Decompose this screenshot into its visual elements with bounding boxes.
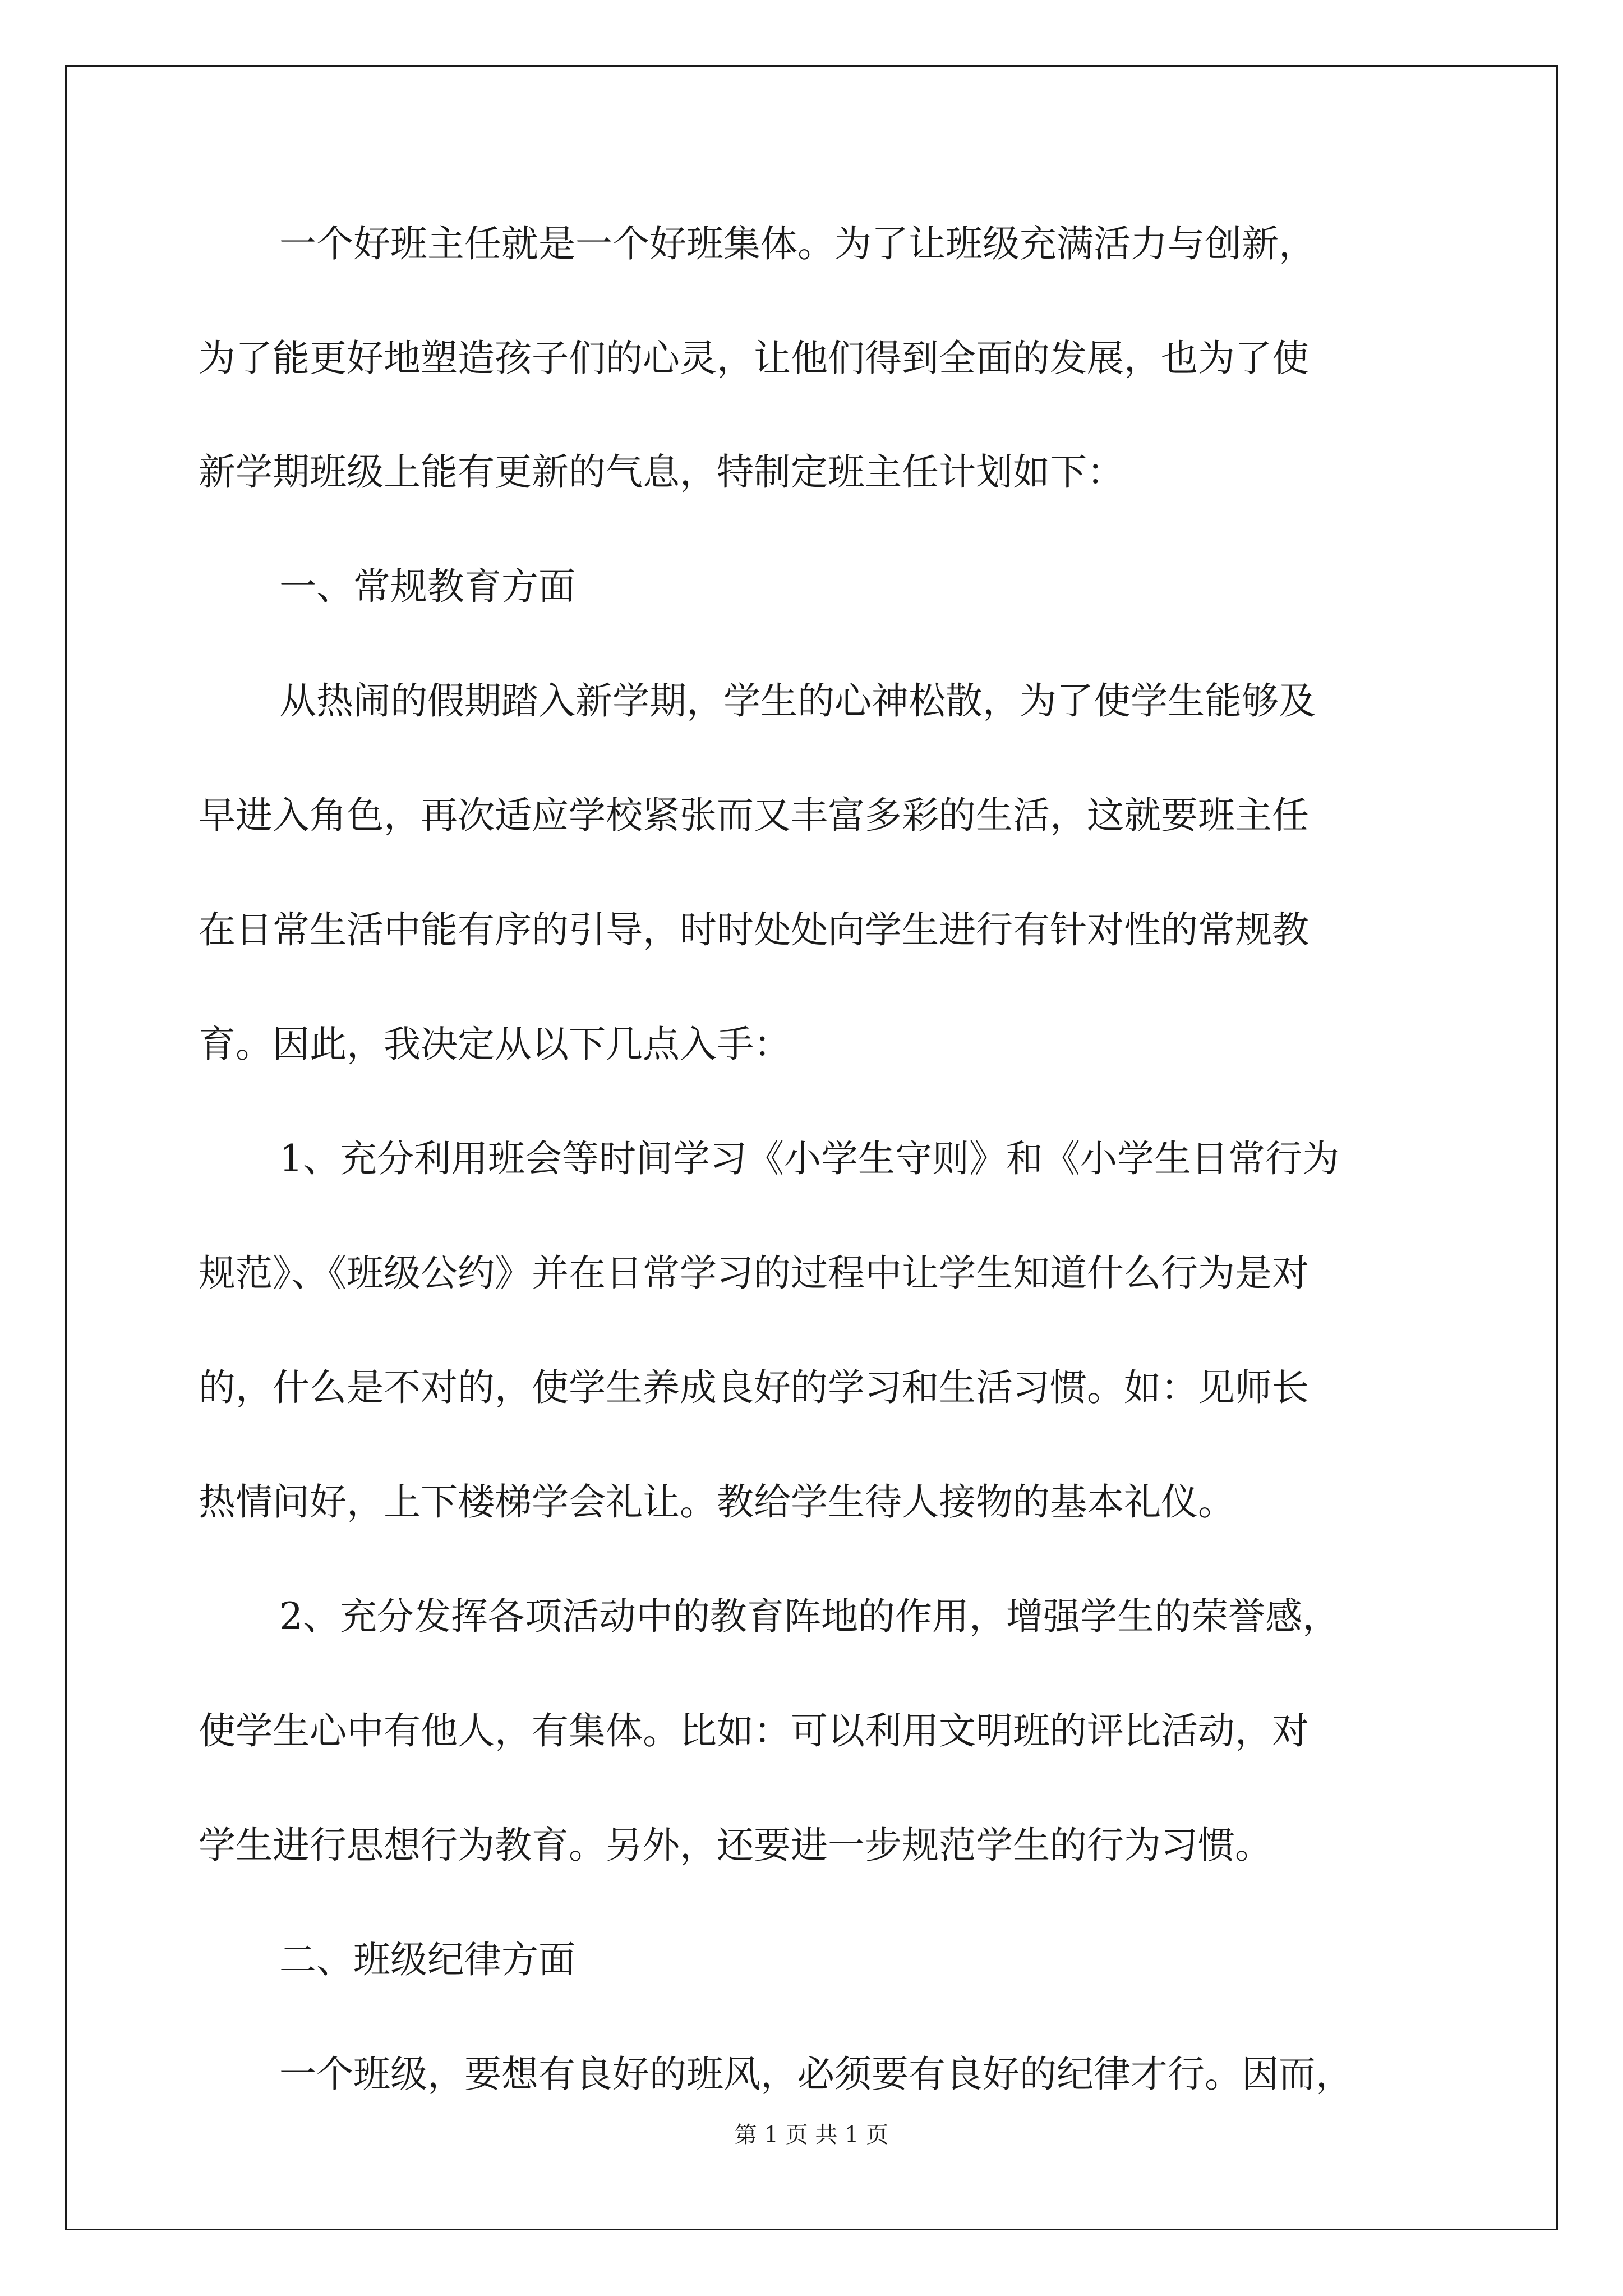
text-line: 使学生心中有他人，有集体。比如：可以利用文明班的评比活动，对: [199, 1709, 1309, 1752]
text-line: 热情问好，上下楼梯学会礼让。教给学生待人接物的基本礼仪。: [199, 1480, 1235, 1524]
text-line: 1、充分利用班会等时间学习《小学生守则》和《小学生日常行为: [279, 1137, 1339, 1180]
text-line: 新学期班级上能有更新的气息，特制定班主任计划如下：: [199, 450, 1124, 494]
text-line: 早进入角色，再次适应学校紧张而又丰富多彩的生活，这就要班主任: [199, 794, 1309, 837]
page-footer: 第 1 页 共 1 页: [734, 2122, 889, 2148]
text-line: 的，什么是不对的，使学生养成良好的学习和生活习惯。如：见师长: [199, 1366, 1309, 1409]
section-heading: 二、班级纪律方面: [279, 1938, 575, 1981]
text-line: 规范》、《班级公约》并在日常学习的过程中让学生知道什么行为是对: [199, 1251, 1309, 1295]
text-line: 为了能更好地塑造孩子们的心灵，让他们得到全面的发展，也为了使: [199, 337, 1309, 380]
section-heading: 一、常规教育方面: [279, 565, 575, 608]
text-line: 育。因此，我决定从以下几点入手：: [199, 1023, 791, 1066]
text-line: 一个好班主任就是一个好班集体。为了让班级充满活力与创新，: [279, 222, 1316, 265]
text-line: 从热闹的假期踏入新学期，学生的心神松散，为了使学生能够及: [279, 679, 1316, 723]
text-line: 一个班级，要想有良好的班风，必须要有良好的纪律才行。因而，: [279, 2053, 1353, 2096]
text-line: 在日常生活中能有序的引导，时时处处向学生进行有针对性的常规教: [199, 908, 1309, 951]
text-line: 学生进行思想行为教育。另外，还要进一步规范学生的行为习惯。: [199, 1824, 1272, 1867]
text-line: 2、充分发挥各项活动中的教育阵地的作用，增强学生的荣誉感，: [279, 1595, 1339, 1638]
